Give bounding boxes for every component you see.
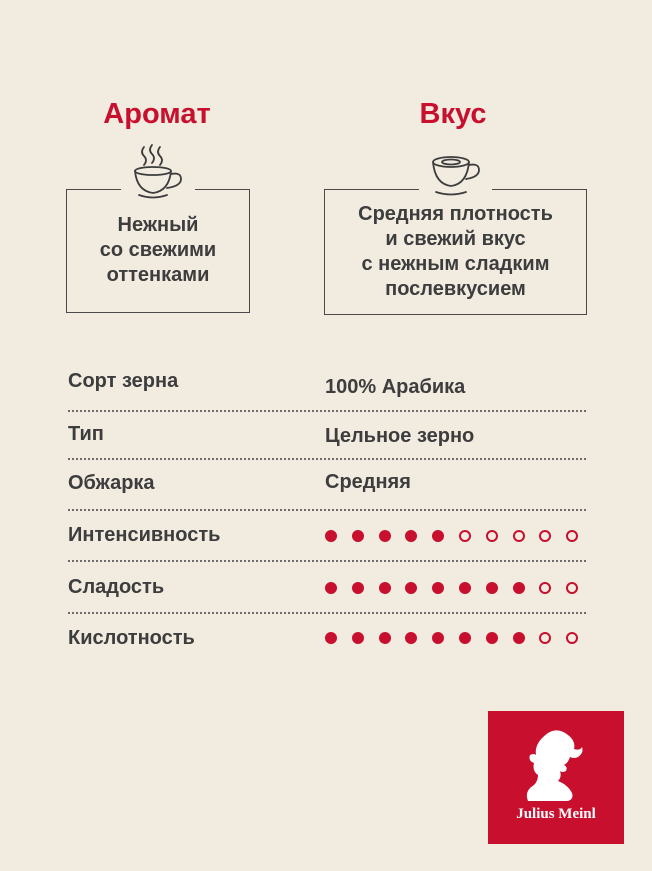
divider (68, 410, 586, 412)
rating-dot-empty (566, 530, 578, 542)
spec-label: Кислотность (68, 627, 195, 649)
rating-dot-filled (379, 632, 391, 644)
rating-dot-filled (352, 582, 364, 594)
rating-dot-filled (405, 530, 417, 542)
spec-label: Тип (68, 423, 104, 445)
taste-line: послевкусием (385, 277, 526, 300)
rating-dot-empty (459, 530, 471, 542)
spec-row-roast (68, 472, 588, 512)
divider (68, 560, 586, 562)
aroma-line: Нежный (117, 214, 199, 236)
rating-dot-filled (459, 632, 471, 644)
rating-dot-filled (379, 530, 391, 542)
aroma-line: оттенками (106, 264, 210, 286)
rating-dot-empty (566, 632, 578, 644)
spec-value: 100% Арабика (325, 376, 466, 398)
spec-value: Цельное зерно (325, 425, 475, 447)
rating-dots (325, 530, 578, 542)
rating-dot-filled (325, 632, 337, 644)
rating-dots (325, 632, 578, 644)
rating-dot-filled (432, 582, 444, 594)
aroma-heading: Аромат (103, 98, 211, 130)
aroma-line: со свежими (99, 239, 217, 261)
rating-dot-empty (539, 582, 551, 594)
rating-dot-filled (432, 632, 444, 644)
rating-dot-filled (352, 530, 364, 542)
spec-row-bean (68, 370, 588, 410)
taste-heading: Вкус (419, 98, 487, 130)
rating-dot-empty (486, 530, 498, 542)
taste-line: Средняя плотность (358, 202, 553, 225)
spec-row-intensity (68, 524, 588, 564)
divider (68, 509, 586, 511)
rating-dot-filled (325, 530, 337, 542)
spec-row-sweetness (68, 576, 588, 616)
taste-line: с нежным сладким (361, 252, 550, 275)
rating-dot-empty (539, 530, 551, 542)
aroma-description (66, 189, 250, 313)
spec-value: Средняя (325, 471, 411, 493)
rating-dot-filled (405, 582, 417, 594)
brand-name: Julius Meinl (516, 806, 596, 822)
rating-dots (325, 582, 578, 594)
spec-label: Обжарка (68, 472, 155, 494)
rating-dot-filled (379, 582, 391, 594)
rating-dot-filled (405, 632, 417, 644)
spec-label: Сладость (68, 576, 165, 598)
spec-row-type (68, 423, 588, 463)
spec-label: Сорт зерна (68, 370, 179, 392)
rating-dot-empty (539, 632, 551, 644)
rating-dot-filled (513, 632, 525, 644)
rating-dot-filled (513, 582, 525, 594)
divider (68, 612, 586, 614)
rating-dot-empty (566, 582, 578, 594)
moor-head-logo (526, 729, 588, 803)
taste-line: и свежий вкус (385, 227, 526, 250)
rating-dot-filled (352, 632, 364, 644)
spec-row-acidity (68, 627, 588, 667)
rating-dot-filled (432, 530, 444, 542)
rating-dot-filled (459, 582, 471, 594)
taste-description (324, 189, 587, 315)
spec-label: Интенсивность (68, 524, 221, 546)
brand-logo (488, 711, 624, 844)
divider (68, 458, 586, 460)
rating-dot-empty (513, 530, 525, 542)
rating-dot-filled (486, 632, 498, 644)
rating-dot-filled (486, 582, 498, 594)
rating-dot-filled (325, 582, 337, 594)
